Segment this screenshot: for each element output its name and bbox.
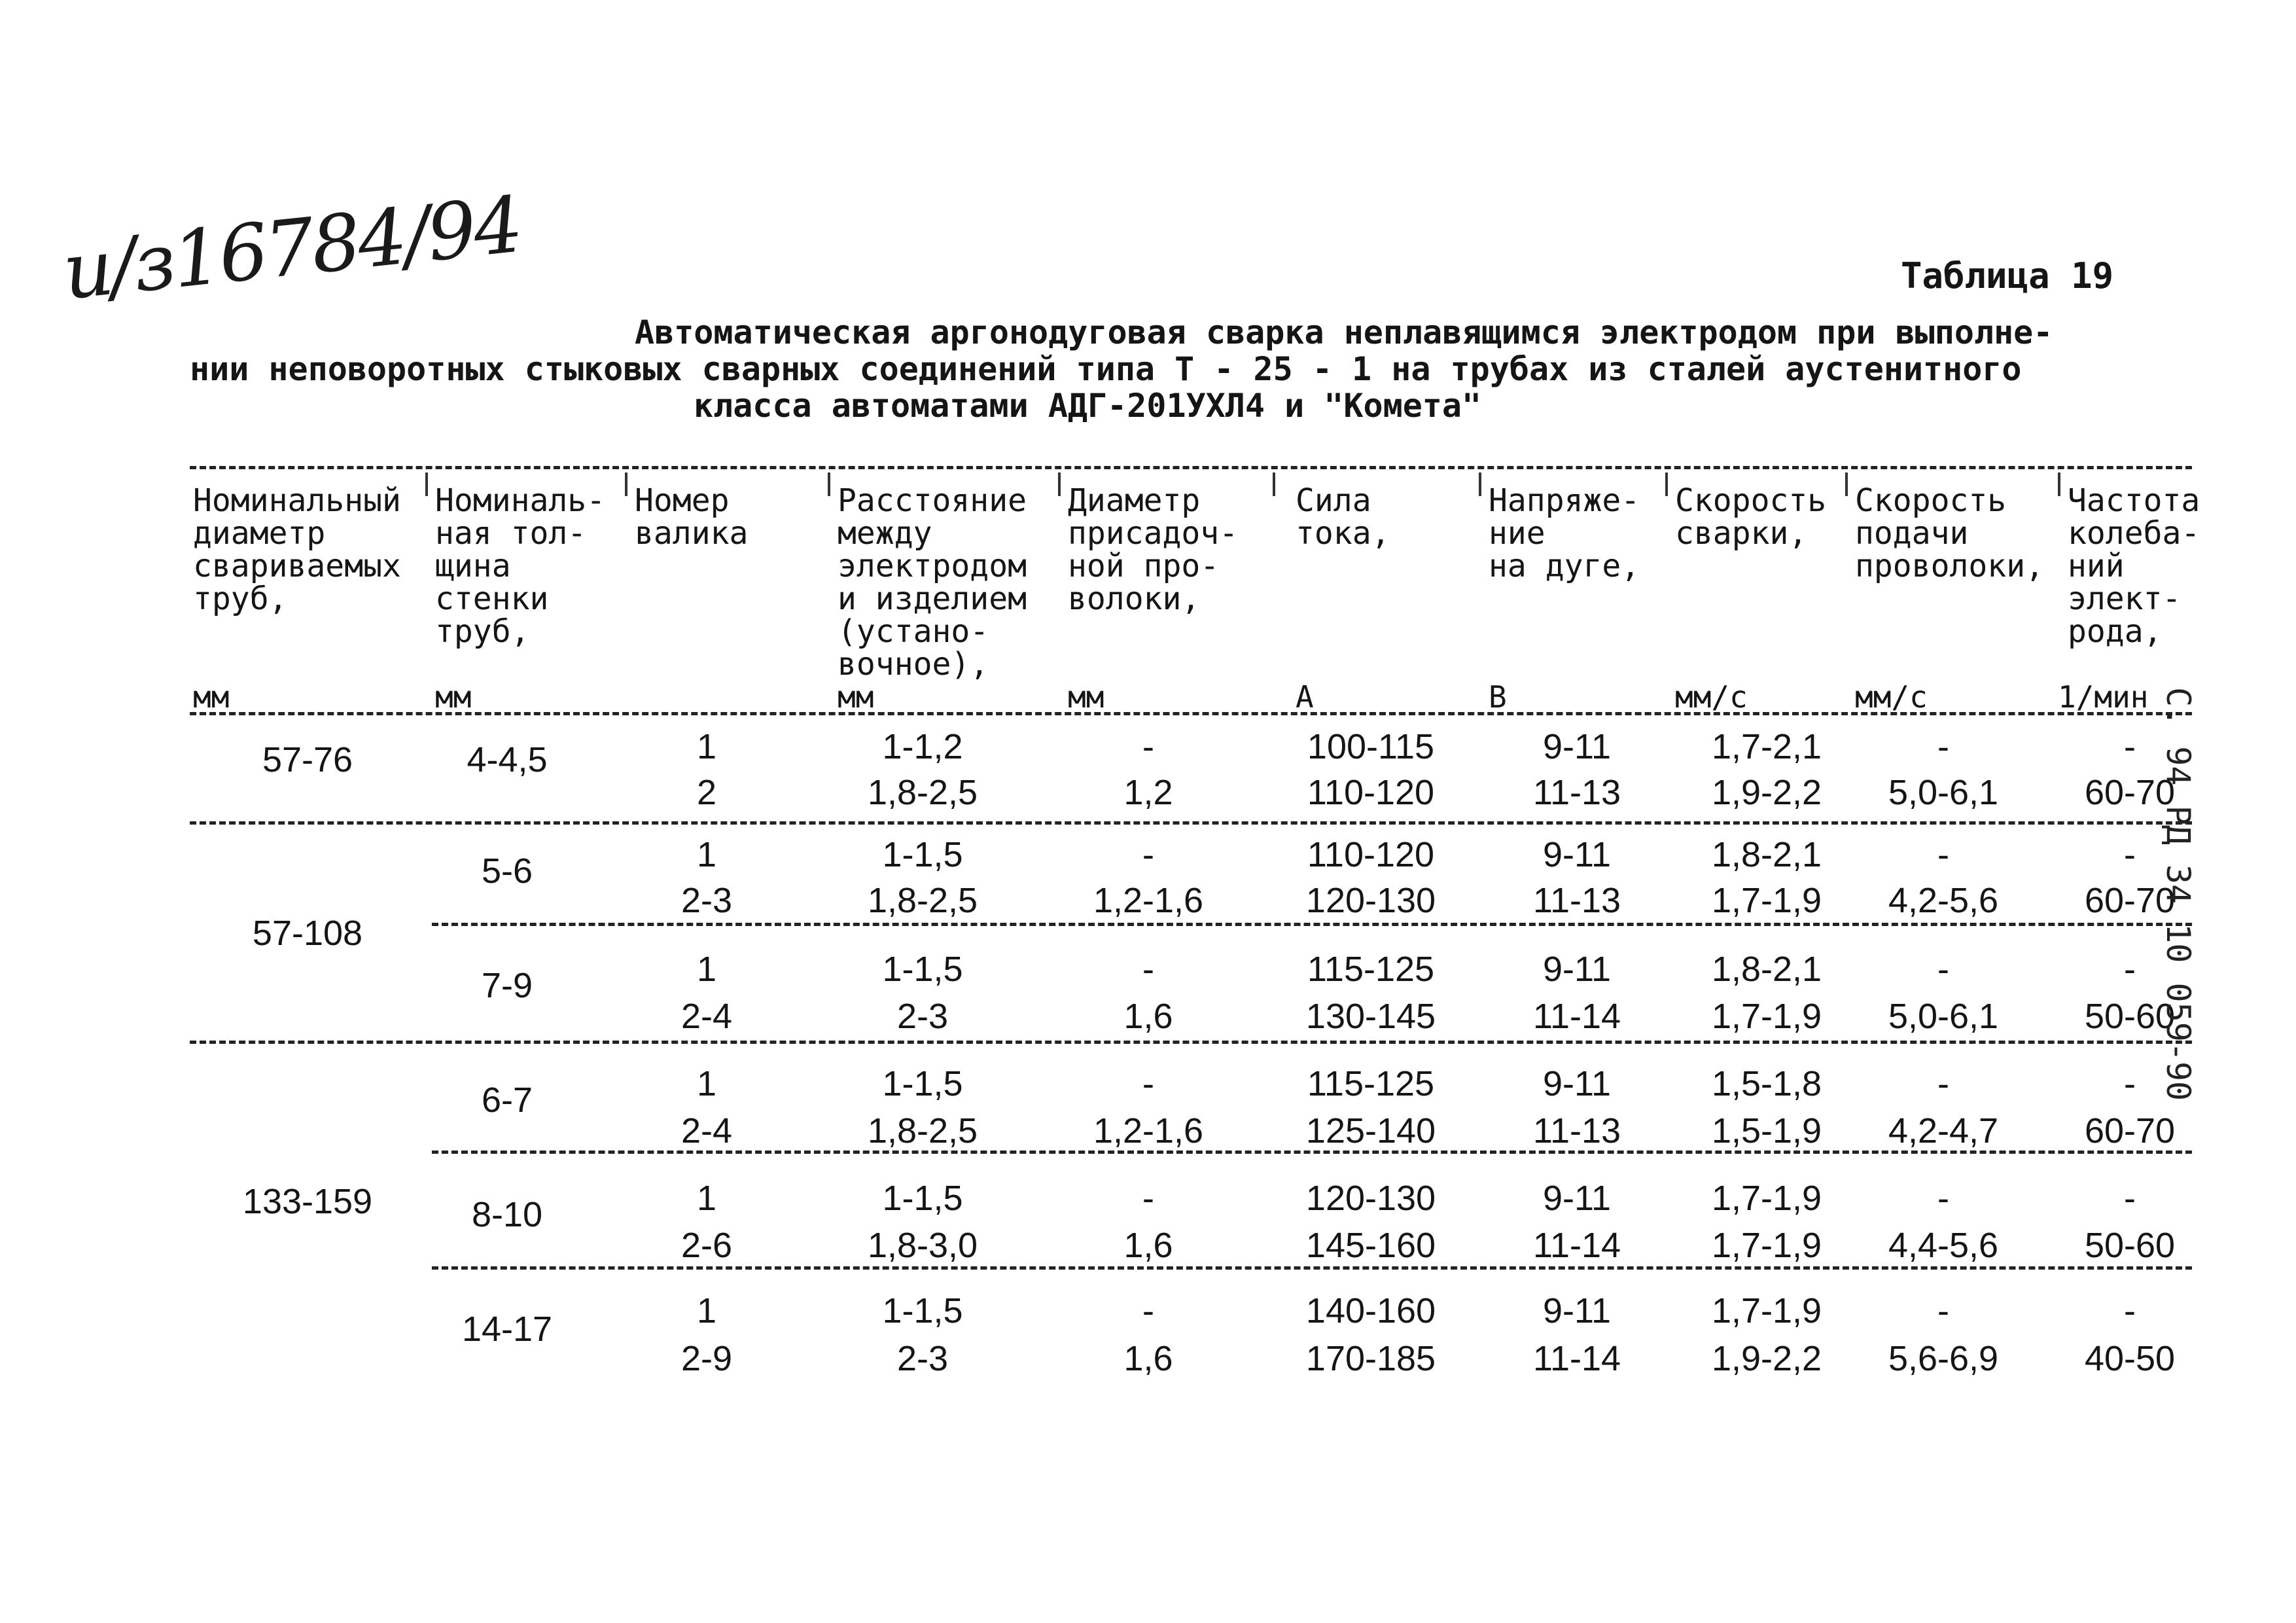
wire-diameter-cell: - <box>1142 1064 1154 1103</box>
header-wall-thickness: Номиналь- ная тол- щина стенки труб, <box>435 482 606 650</box>
wire-diameter-cell: - <box>1142 1179 1154 1218</box>
bead-number-cell: 2-6 <box>680 1226 733 1265</box>
unit-label: мм <box>838 679 874 715</box>
bead-number-cell: 2-9 <box>680 1339 733 1378</box>
distance-cell: 1-1,5 <box>882 1064 963 1103</box>
welding-speed-cell: 1,7-1,9 <box>1711 997 1822 1036</box>
unit-label: 1/мин <box>2058 679 2149 715</box>
current-cell: 100-115 <box>1307 727 1435 766</box>
voltage-cell: 9-11 <box>1542 1064 1612 1103</box>
distance-cell: 1-1,5 <box>882 950 963 989</box>
feed-speed-cell: 5,0-6,1 <box>1888 997 1999 1036</box>
bead-number-cell: 1 <box>696 950 717 989</box>
column-divider-mark <box>1479 473 1481 496</box>
group-separator-rule <box>190 1041 2192 1044</box>
distance-cell: 1-1,5 <box>882 1291 963 1330</box>
column-divider-mark <box>828 473 830 496</box>
distance-cell: 1,8-2,5 <box>867 881 978 920</box>
distance-cell: 2-3 <box>896 1339 949 1378</box>
header-filler-wire-diameter: Диаметр присадоч- ной про- волоки, <box>1068 482 1239 617</box>
wire-diameter-cell: - <box>1142 835 1154 874</box>
diameter-cell: 57-108 <box>252 914 363 953</box>
bead-number-cell: 2-3 <box>680 881 733 920</box>
column-divider-mark <box>425 473 428 496</box>
column-divider-mark <box>625 473 627 496</box>
wire-diameter-cell: 1,2-1,6 <box>1093 881 1204 920</box>
bead-number-cell: 2 <box>696 773 717 812</box>
voltage-cell: 11-14 <box>1532 1226 1621 1265</box>
bead-number-cell: 1 <box>696 1179 717 1218</box>
wire-diameter-cell: 1,2-1,6 <box>1093 1111 1204 1150</box>
feed-speed-cell: 4,2-5,6 <box>1888 881 1999 920</box>
current-cell: 130-145 <box>1305 997 1436 1036</box>
welding-speed-cell: 1,8-2,1 <box>1711 835 1822 874</box>
wire-diameter-cell: - <box>1142 727 1154 766</box>
feed-speed-cell: 4,2-4,7 <box>1888 1111 1999 1150</box>
frequency-cell: 40-50 <box>2084 1339 2176 1378</box>
document-side-code: С. 94 РД 34 10 059-90 <box>2159 687 2197 1101</box>
frequency-cell: 50-60 <box>2084 997 2176 1036</box>
frequency-cell: - <box>2124 727 2136 766</box>
thickness-cell: 4-4,5 <box>467 740 548 779</box>
unit-label: мм/с <box>1855 679 1928 715</box>
voltage-cell: 9-11 <box>1542 950 1612 989</box>
distance-cell: 1-1,2 <box>882 727 963 766</box>
title-line-1: Автоматическая аргонодуговая сварка неплавящимся электродом при выполне- <box>635 313 2053 351</box>
header-wire-feed-speed: Скорость подачи проволоки, <box>1855 482 2044 584</box>
welding-speed-cell: 1,8-2,1 <box>1711 950 1822 989</box>
unit-label: мм <box>435 679 472 715</box>
header-electrode-distance: Расстояние между электродом и изделием (устано- вочное), <box>838 482 1027 683</box>
row-separator-rule <box>432 923 2192 926</box>
thickness-cell: 7-9 <box>481 966 533 1005</box>
frequency-cell: - <box>2124 835 2136 874</box>
frequency-cell: 50-60 <box>2084 1226 2176 1265</box>
current-cell: 125-140 <box>1305 1111 1436 1150</box>
title-line-2: нии неповоротных стыковых сварных соединений типа Т - 25 - 1 на трубах из сталей аустенитного <box>190 350 2022 388</box>
distance-cell: 1,8-2,5 <box>867 1111 978 1150</box>
current-cell: 110-120 <box>1307 773 1435 812</box>
column-divider-mark <box>1058 473 1061 496</box>
feed-speed-cell: - <box>1937 950 1949 989</box>
unit-label: мм <box>193 679 230 715</box>
frequency-cell: - <box>2124 1291 2136 1330</box>
current-cell: 145-160 <box>1305 1226 1436 1265</box>
feed-speed-cell: 5,0-6,1 <box>1888 773 1999 812</box>
diameter-cell: 57-76 <box>262 740 353 779</box>
row-separator-rule <box>432 1266 2192 1270</box>
wire-diameter-cell: - <box>1142 950 1154 989</box>
bead-number-cell: 2-4 <box>680 997 733 1036</box>
voltage-cell: 11-14 <box>1532 1339 1621 1378</box>
thickness-cell: 14-17 <box>461 1310 553 1349</box>
header-current: Сила тока, <box>1296 482 1390 552</box>
voltage-cell: 11-13 <box>1532 773 1621 812</box>
thickness-cell: 5-6 <box>481 851 533 891</box>
welding-speed-cell: 1,7-1,9 <box>1711 881 1822 920</box>
welding-speed-cell: 1,7-1,9 <box>1711 1291 1822 1330</box>
frequency-cell: 60-70 <box>2084 881 2176 920</box>
distance-cell: 1-1,5 <box>882 835 963 874</box>
frequency-cell: 60-70 <box>2084 773 2176 812</box>
column-divider-mark <box>1273 473 1275 496</box>
header-oscillation-frequency: Частота колеба- ний элект- рода, <box>2068 482 2200 650</box>
feed-speed-cell: 5,6-6,9 <box>1888 1339 1999 1378</box>
frequency-cell: 60-70 <box>2084 1111 2176 1150</box>
table-top-rule <box>190 466 2192 469</box>
welding-speed-cell: 1,5-1,9 <box>1711 1111 1822 1150</box>
unit-label: мм <box>1068 679 1104 715</box>
thickness-cell: 8-10 <box>471 1195 543 1234</box>
column-divider-mark <box>1845 473 1848 496</box>
table-number-label: Таблица 19 <box>1901 255 2114 296</box>
bead-number-cell: 1 <box>696 835 717 874</box>
voltage-cell: 9-11 <box>1542 1291 1612 1330</box>
welding-speed-cell: 1,5-1,8 <box>1711 1064 1822 1103</box>
welding-speed-cell: 1,9-2,2 <box>1711 1339 1822 1378</box>
feed-speed-cell: - <box>1937 727 1949 766</box>
group-separator-rule <box>190 821 2192 825</box>
welding-speed-cell: 1,7-1,9 <box>1711 1226 1822 1265</box>
welding-speed-cell: 1,7-2,1 <box>1711 727 1822 766</box>
voltage-cell: 11-14 <box>1532 997 1621 1036</box>
frequency-cell: - <box>2124 1064 2136 1103</box>
wire-diameter-cell: - <box>1142 1291 1154 1330</box>
wire-diameter-cell: 1,2 <box>1123 773 1173 812</box>
distance-cell: 1,8-2,5 <box>867 773 978 812</box>
unit-label: А <box>1296 679 1314 715</box>
feed-speed-cell: 4,4-5,6 <box>1888 1226 1999 1265</box>
current-cell: 120-130 <box>1305 1179 1436 1218</box>
welding-speed-cell: 1,9-2,2 <box>1711 773 1822 812</box>
current-cell: 170-185 <box>1305 1339 1436 1378</box>
voltage-cell: 9-11 <box>1542 835 1612 874</box>
bead-number-cell: 1 <box>696 1064 717 1103</box>
welding-speed-cell: 1,7-1,9 <box>1711 1179 1822 1218</box>
diameter-cell: 133-159 <box>242 1182 373 1221</box>
header-nominal-diameter: Номинальный диаметр свариваемых труб, <box>193 482 401 617</box>
thickness-cell: 6-7 <box>481 1080 533 1120</box>
bead-number-cell: 2-4 <box>680 1111 733 1150</box>
feed-speed-cell: - <box>1937 835 1949 874</box>
current-cell: 140-160 <box>1305 1291 1436 1330</box>
voltage-cell: 9-11 <box>1542 1179 1612 1218</box>
distance-cell: 1,8-3,0 <box>867 1226 978 1265</box>
wire-diameter-cell: 1,6 <box>1123 997 1173 1036</box>
column-divider-mark <box>1665 473 1668 496</box>
bead-number-cell: 1 <box>696 1291 717 1330</box>
wire-diameter-cell: 1,6 <box>1123 1339 1173 1378</box>
bead-number-cell: 1 <box>696 727 717 766</box>
voltage-cell: 11-13 <box>1532 881 1621 920</box>
feed-speed-cell: - <box>1937 1064 1949 1103</box>
frequency-cell: - <box>2124 1179 2136 1218</box>
unit-label: мм/с <box>1675 679 1748 715</box>
title-line-3: класса автоматами АДГ-201УХЛ4 и "Комета" <box>694 387 1482 425</box>
current-cell: 115-125 <box>1307 1064 1435 1103</box>
column-divider-mark <box>2058 473 2060 496</box>
current-cell: 110-120 <box>1307 835 1435 874</box>
feed-speed-cell: - <box>1937 1179 1949 1218</box>
current-cell: 120-130 <box>1305 881 1436 920</box>
registration-handwritten-mark: и/з16784/94 <box>58 179 525 317</box>
header-arc-voltage: Напряже- ние на дуге, <box>1489 482 1640 584</box>
distance-cell: 1-1,5 <box>882 1179 963 1218</box>
current-cell: 115-125 <box>1307 950 1435 989</box>
distance-cell: 2-3 <box>896 997 949 1036</box>
header-welding-speed: Скорость сварки, <box>1675 482 1827 552</box>
frequency-cell: - <box>2124 950 2136 989</box>
wire-diameter-cell: 1,6 <box>1123 1226 1173 1265</box>
feed-speed-cell: - <box>1937 1291 1949 1330</box>
voltage-cell: 9-11 <box>1542 727 1612 766</box>
voltage-cell: 11-13 <box>1532 1111 1621 1150</box>
header-bead-number: Номер валика <box>635 482 749 552</box>
unit-label: В <box>1489 679 1507 715</box>
table-title <box>190 314 2100 424</box>
